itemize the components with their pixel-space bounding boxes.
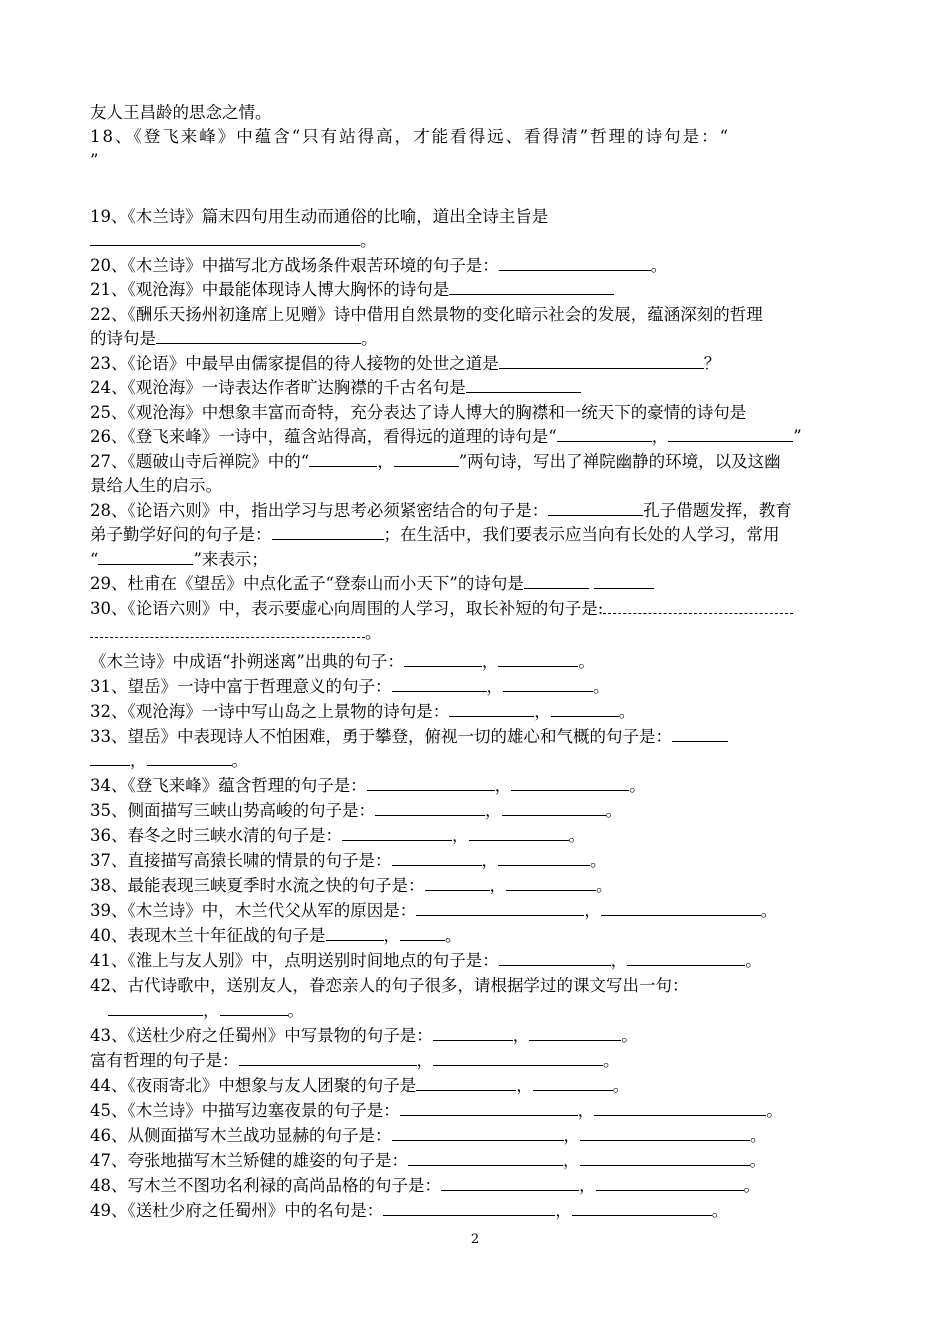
question-22	[90, 304, 865, 326]
answer-blank[interactable]	[433, 1050, 603, 1066]
answer-blank[interactable]	[416, 900, 584, 916]
question-text: 41、《淮上与友人别》中，点明送别时间地点的句子是：	[90, 951, 499, 970]
answer-blank[interactable]	[594, 573, 654, 589]
question-text: 44、《夜雨寄北》中想象与友人团聚的句子是	[90, 1076, 417, 1095]
answer-blank[interactable]	[580, 1150, 750, 1166]
question-45	[90, 1100, 865, 1122]
answer-blank[interactable]	[90, 230, 360, 246]
answer-blank[interactable]	[394, 451, 459, 467]
punct: ”	[793, 427, 802, 446]
answer-blank[interactable]	[90, 750, 130, 766]
question-39	[90, 900, 865, 922]
punct: “	[90, 550, 99, 569]
answer-blank[interactable]	[147, 750, 232, 766]
question-32	[90, 701, 865, 723]
answer-blank[interactable]	[392, 676, 487, 692]
punct: ，	[481, 652, 499, 671]
answer-blank[interactable]	[220, 1000, 288, 1016]
page-number: 2	[470, 1232, 480, 1247]
punct: 。	[612, 1076, 630, 1095]
question-38	[90, 875, 865, 897]
question-35	[90, 800, 865, 822]
punct: ，	[481, 851, 498, 870]
punct: 。	[590, 851, 607, 870]
question-text: 46、从侧面描写木兰战功显赫的句子是：	[90, 1126, 392, 1145]
question-48	[90, 1175, 865, 1197]
question-text: 孔子借题发挥，教育	[643, 501, 792, 520]
question-19-answer	[90, 230, 865, 252]
question-text: 18、《登飞来峰》中蕴含“只有站得高，才能看得远、看得清”哲理的诗句是：“	[90, 127, 731, 146]
answer-blank[interactable]	[533, 1075, 613, 1091]
answer-blank[interactable]	[499, 950, 611, 966]
question-37	[90, 850, 865, 872]
question-text: 39、《木兰诗》中，木兰代父从军的原因是：	[90, 901, 417, 920]
punct: ，	[651, 427, 669, 446]
punct: ，	[534, 702, 551, 721]
answer-blank[interactable]	[551, 701, 619, 717]
question-text: 49、《送杜少府之任蜀州》中的名句是：	[90, 1201, 384, 1220]
answer-blank[interactable]	[98, 549, 193, 565]
punct: 。	[711, 1201, 729, 1220]
punct: ，	[485, 801, 502, 820]
answer-blank[interactable]	[502, 800, 606, 816]
punct: 。	[287, 1001, 304, 1020]
question-text: 33、望岳》中表现诗人不怕困难，勇于攀登，俯视一切的雄心和气概的句子是：	[90, 727, 672, 746]
question-text: 22、《酬乐天扬州初逢席上见赠》诗中借用自然景物的变化暗示社会的发展，蕴涵深刻的哲理	[90, 305, 763, 324]
question-text: 20、《木兰诗》中描写北方战场条件艰苦环境的句子是：	[90, 256, 499, 275]
question-text: 的诗句是	[90, 329, 156, 348]
answer-blank[interactable]	[603, 598, 793, 614]
question-text: 28、《论语六则》中，指出学习与思考必须紧密结合的句子是：	[90, 501, 549, 520]
question-text: 21、《观沧海》中最能体现诗人博大胸怀的诗句是	[90, 280, 450, 299]
question-26	[90, 426, 865, 448]
punct: 。	[743, 1176, 760, 1195]
question-24	[90, 377, 865, 399]
answer-blank[interactable]	[383, 1200, 555, 1216]
answer-blank[interactable]	[156, 328, 361, 344]
answer-blank[interactable]	[309, 451, 377, 467]
punct: ，	[486, 677, 503, 696]
punct: ，	[489, 876, 506, 895]
question-text: ”来表示；	[193, 550, 268, 569]
punct: 。	[603, 1051, 620, 1070]
question-19	[90, 206, 865, 228]
question-text: 35、侧面描写三峡山势高峻的句子是：	[90, 801, 375, 820]
answer-blank[interactable]	[511, 775, 629, 791]
question-43	[90, 1025, 865, 1047]
punct: 。	[621, 1026, 638, 1045]
punct: ，	[130, 751, 147, 770]
punct: ，	[383, 926, 400, 945]
answer-blank[interactable]	[627, 950, 745, 966]
question-text: 29、杜甫在《望岳》中点化孟子“登泰山而小天下”的诗句是	[90, 574, 524, 593]
question-49	[90, 1200, 865, 1222]
question-44	[90, 1075, 865, 1097]
question-text: 24、《观沧海》一诗表达作者旷达胸襟的千古名句是	[90, 378, 466, 397]
answer-blank[interactable]	[672, 726, 728, 742]
question-text: 31、望岳》一诗中富于哲理意义的句子：	[90, 677, 392, 696]
question-31	[90, 676, 865, 698]
answer-blank[interactable]	[326, 925, 384, 941]
question-43-cont	[90, 1050, 865, 1072]
punct: 。	[750, 1126, 767, 1145]
punct: ，	[563, 1151, 580, 1170]
punct: ，	[416, 1051, 433, 1070]
question-18-close	[90, 150, 865, 172]
question-28-cont2	[90, 549, 865, 571]
answer-blank[interactable]	[557, 426, 652, 442]
punct: ，	[577, 1101, 595, 1120]
answer-blank[interactable]	[375, 800, 485, 816]
answer-blank[interactable]	[498, 651, 578, 667]
punct: ，	[584, 901, 601, 920]
punct: 。	[749, 1151, 766, 1170]
question-42	[90, 975, 865, 997]
punct: ，	[512, 1026, 530, 1045]
question-text: 弟子勤学好问的句子是：	[90, 525, 272, 544]
question-text: 26、《登飞来峰》一诗中，蕴含站得高，看得远的道理的诗句是“	[90, 427, 557, 446]
question-text: 48、写木兰不图功名利禄的高尚品格的句子是：	[90, 1176, 441, 1195]
question-42-cont	[90, 1000, 865, 1022]
answer-blank[interactable]	[449, 279, 614, 295]
question-text: 富有哲理的句子是：	[90, 1051, 239, 1070]
punct: ？	[703, 354, 721, 373]
punct: 。	[445, 926, 462, 945]
question-30	[90, 598, 865, 620]
answer-blank[interactable]	[367, 775, 495, 791]
answer-blank[interactable]	[601, 900, 761, 916]
punct: ，	[203, 1001, 220, 1020]
question-text: 30、《论语六则》中，表示要虚心向周围的人学习，取长补短的句子是:	[90, 599, 604, 618]
question-28	[90, 500, 865, 522]
answer-blank[interactable]	[499, 255, 651, 271]
answer-blank[interactable]	[392, 1125, 564, 1141]
question-text: 32、《观沧海》一诗中写山岛之上景物的诗句是：	[90, 702, 450, 721]
question-46	[90, 1125, 865, 1147]
question-text: ”两句诗，写出了禅院幽静的环境，以及这幽	[458, 452, 781, 471]
text: 友人王昌龄的思念之情。	[90, 103, 272, 122]
quote-close: ”	[90, 151, 99, 170]
answer-blank[interactable]	[580, 1125, 750, 1141]
question-40	[90, 925, 865, 947]
answer-blank[interactable]	[466, 377, 581, 393]
answer-blank[interactable]	[108, 1000, 203, 1016]
punct: ，	[610, 951, 628, 970]
punct: ，	[494, 776, 512, 795]
punct: 。	[231, 751, 248, 770]
punct: ，	[452, 826, 469, 845]
answer-blank[interactable]	[594, 1100, 766, 1116]
answer-blank[interactable]	[449, 701, 534, 717]
question-text: 19、《木兰诗》篇末四句用生动而通俗的比喻，道出全诗主旨是	[90, 207, 549, 226]
punct: 。	[578, 652, 595, 671]
punct: 。	[365, 623, 382, 642]
punct: 。	[618, 702, 636, 721]
question-41	[90, 950, 865, 972]
answer-blank[interactable]	[506, 875, 596, 891]
punct: ，	[516, 1076, 533, 1095]
answer-blank[interactable]	[433, 1025, 513, 1041]
answer-blank[interactable]	[469, 825, 569, 841]
question-27-cont	[90, 475, 865, 497]
question-30-cont	[90, 622, 865, 644]
punct: 。	[568, 826, 585, 845]
answer-blank[interactable]	[400, 1100, 578, 1116]
punct: 。	[605, 801, 622, 820]
answer-blank[interactable]	[416, 1075, 516, 1091]
answer-blank[interactable]	[548, 500, 643, 516]
punct: ，	[377, 452, 394, 471]
answer-blank[interactable]	[425, 875, 490, 891]
question-text: 43、《送杜少府之任蜀州》中写景物的句子是：	[90, 1026, 433, 1045]
punct: 。	[745, 951, 762, 970]
question-text: ；在生活中，我们要表示应当向有长处的人学习，常用	[383, 525, 780, 544]
question-27	[90, 451, 865, 473]
punct: ，	[579, 1176, 596, 1195]
question-text: 23、《论语》中最早由儒家提倡的待人接物的处世之道是	[90, 354, 499, 373]
question-text: 34、《登飞来峰》蕴含哲理的句子是：	[90, 776, 367, 795]
answer-blank[interactable]	[529, 1025, 621, 1041]
question-text: 37、直接描写高猿长啸的情景的句子是：	[90, 851, 392, 870]
question-47	[90, 1150, 865, 1172]
punct: 。	[596, 876, 613, 895]
question-23	[90, 353, 865, 375]
punct: 。	[760, 901, 778, 920]
answer-blank[interactable]	[408, 1150, 563, 1166]
answer-blank[interactable]	[392, 850, 482, 866]
question-text: 38、最能表现三峡夏季时水流之快的句子是：	[90, 876, 425, 895]
question-text: 47、夸张地描写木兰矫健的雄姿的句子是：	[90, 1151, 408, 1170]
question-text: 27、《题破山寺后禅院》中的“	[90, 452, 310, 471]
question-28-cont	[90, 524, 865, 546]
answer-blank[interactable]	[499, 353, 704, 369]
question-21	[90, 279, 865, 301]
question-text: 景给人生的启示。	[90, 476, 222, 495]
answer-blank[interactable]	[239, 1050, 417, 1066]
line-17-tail	[90, 102, 865, 124]
punct: 。	[361, 329, 378, 348]
question-22-cont	[90, 328, 865, 350]
answer-blank[interactable]	[572, 1200, 712, 1216]
answer-blank[interactable]	[524, 573, 589, 589]
question-33-cont	[90, 750, 865, 772]
answer-blank[interactable]	[498, 850, 590, 866]
punct: ，	[563, 1126, 580, 1145]
question-18	[90, 126, 865, 148]
punct: 。	[650, 256, 668, 275]
question-33	[90, 726, 865, 748]
question-text: 40、表现木兰十年征战的句子是	[90, 926, 326, 945]
answer-blank[interactable]	[503, 676, 593, 692]
answer-blank[interactable]	[596, 1175, 744, 1191]
question-text: 《木兰诗》中成语“扑朔迷离”出典的句子：	[90, 652, 404, 671]
answer-blank[interactable]	[400, 925, 445, 941]
question-text: 45、《木兰诗》中描写边塞夜景的句子是：	[90, 1101, 400, 1120]
punct: 。	[593, 677, 610, 696]
answer-blank[interactable]	[342, 825, 452, 841]
question-mulan-idiom	[90, 651, 865, 673]
answer-blank[interactable]	[668, 426, 793, 442]
punct: ，	[555, 1201, 572, 1220]
question-text: 25、《观沧海》中想象丰富而奇特，充分表达了诗人博大的胸襟和一统天下的豪情的诗句是	[90, 403, 747, 422]
punct: 。	[629, 776, 646, 795]
question-text: 42、古代诗歌中，送别友人，眷恋亲人的句子很多，请根据学过的课文写出一句：	[90, 976, 689, 995]
answer-blank[interactable]	[404, 651, 482, 667]
answer-blank[interactable]	[90, 622, 365, 638]
question-text: 36、春冬之时三峡水清的句子是：	[90, 826, 342, 845]
question-25	[90, 402, 865, 424]
answer-blank[interactable]	[441, 1175, 579, 1191]
punct: 。	[766, 1101, 783, 1120]
question-29	[90, 573, 865, 595]
answer-blank[interactable]	[272, 524, 384, 540]
question-36	[90, 825, 865, 847]
punct: 。	[360, 231, 377, 250]
question-34	[90, 775, 865, 797]
question-20	[90, 255, 865, 277]
